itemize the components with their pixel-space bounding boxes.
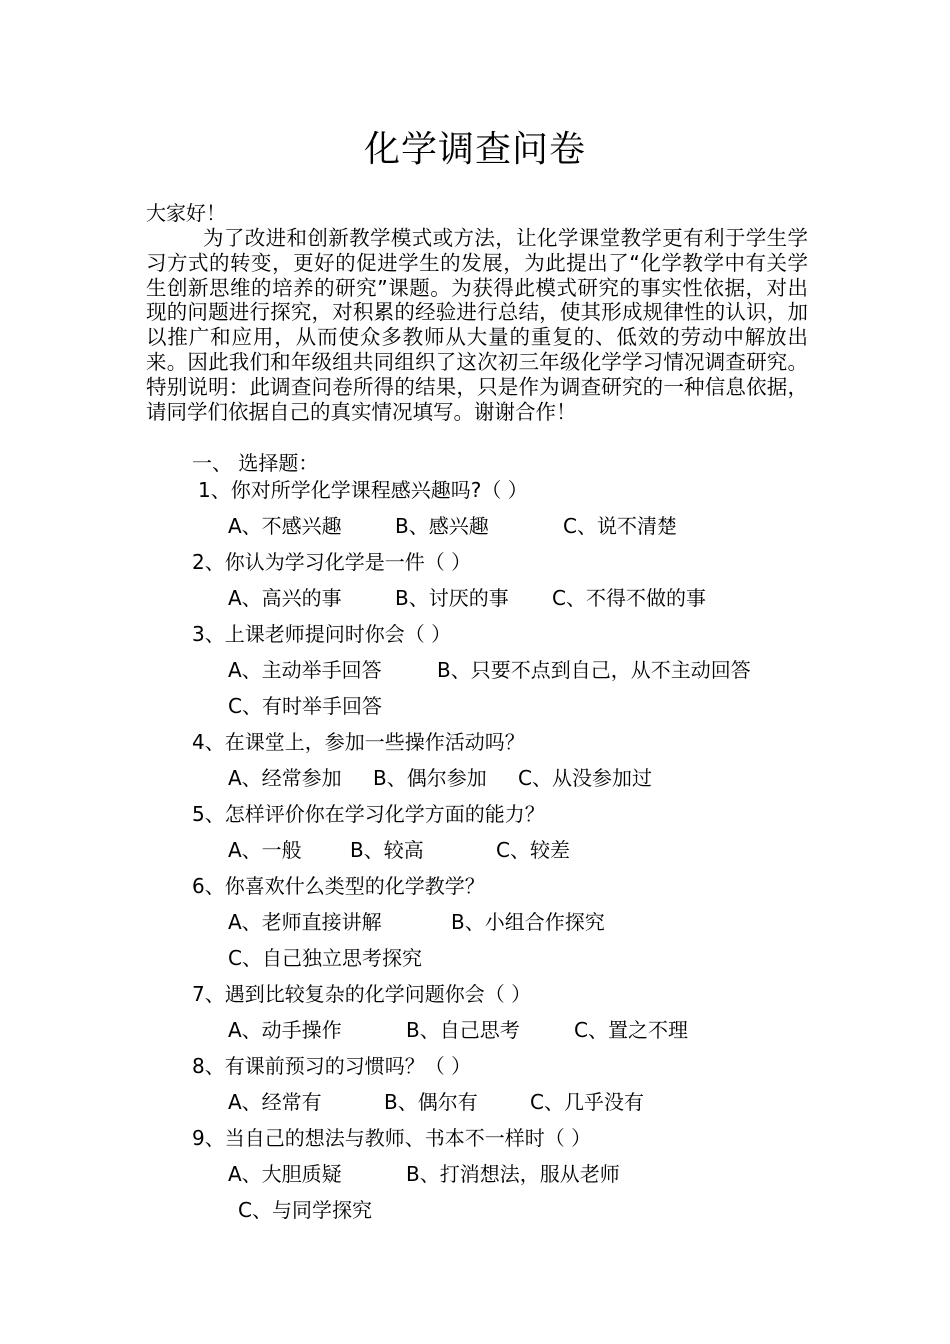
question-6: 6、你喜欢什么类型的化学教学？ — [192, 874, 485, 898]
option-3a[interactable]: A、主动举手回答 — [228, 658, 382, 682]
question-8: 8、有课前预习的习惯吗？（ ） — [192, 1054, 472, 1078]
question-2-options — [0, 580, 950, 616]
option-5b[interactable]: B、较高 — [350, 838, 424, 862]
question-6-options-cont — [0, 940, 950, 976]
option-1b[interactable]: B、感兴趣 — [395, 514, 489, 538]
option-2c[interactable]: C、不得不做的事 — [552, 586, 706, 610]
question-7: 7、遇到比较复杂的化学问题你会（ ） — [192, 982, 532, 1006]
question-list — [0, 472, 950, 1228]
question-9-options-cont — [0, 1192, 950, 1228]
question-4: 4、在课堂上，参加一些操作活动吗？ — [192, 730, 525, 754]
option-9a[interactable]: A、大胆质疑 — [228, 1162, 342, 1186]
question-5-options — [0, 832, 950, 868]
option-8c[interactable]: C、几乎没有 — [530, 1090, 644, 1114]
question-8-options — [0, 1084, 950, 1120]
option-6b[interactable]: B、小组合作探究 — [451, 910, 605, 934]
option-5c[interactable]: C、较差 — [496, 838, 570, 862]
question-4-options — [0, 760, 950, 796]
question-3-options-cont — [0, 688, 950, 724]
question-5: 5、怎样评价你在学习化学方面的能力？ — [192, 802, 545, 826]
question-1: 1、你对所学化学课程感兴趣吗?（ ） — [198, 478, 528, 502]
option-7a[interactable]: A、动手操作 — [228, 1018, 342, 1042]
option-3b[interactable]: B、只要不点到自己，从不主动回答 — [437, 658, 751, 682]
option-2b[interactable]: B、讨厌的事 — [395, 586, 509, 610]
option-8a[interactable]: A、经常有 — [228, 1090, 322, 1114]
option-7b[interactable]: B、自己思考 — [406, 1018, 520, 1042]
option-1c[interactable]: C、说不清楚 — [563, 514, 677, 538]
option-4c[interactable]: C、从没参加过 — [518, 766, 652, 790]
question-9-options — [0, 1156, 950, 1192]
question-2: 2、你认为学习化学是一件（ ） — [192, 550, 472, 574]
greeting: 大家好！ — [146, 201, 226, 225]
question-3-options — [0, 652, 950, 688]
option-6c[interactable]: C、自己独立思考探究 — [228, 946, 422, 970]
option-9c[interactable]: C、与同学探究 — [238, 1198, 372, 1222]
question-6-options — [0, 904, 950, 940]
question-9: 9、当自己的想法与教师、书本不一样时（ ） — [192, 1126, 592, 1150]
option-8b[interactable]: B、偶尔有 — [384, 1090, 478, 1114]
option-4b[interactable]: B、偶尔参加 — [373, 766, 487, 790]
option-7c[interactable]: C、置之不理 — [574, 1018, 688, 1042]
option-4a[interactable]: A、经常参加 — [228, 766, 342, 790]
section-heading: 一、 选择题： — [192, 451, 319, 475]
option-3c[interactable]: C、有时举手回答 — [228, 694, 382, 718]
option-1a[interactable]: A、不感兴趣 — [228, 514, 342, 538]
option-9b[interactable]: B、打消想法，服从老师 — [406, 1162, 620, 1186]
intro-paragraph: 为了改进和创新教学模式或方法，让化学课堂教学更有利于学生学习方式的转变，更好的促进学生的发展，为此提出了“化学教学中有关学生创新思维的培养的研究”课题。为获得此模式研究的事实性依据，对出现的问题进行探究，对积累的经验进行总结，使其形成规律性的认识，加以推广和应用，从而使众多教师从大量的重复的、低效的劳动中解放出来。因此我们和年级组共同组织了这次初三年级化学学习情况调查研究。特别说明：此调查问卷所得的结果，只是作为调查研究的一种信息依据，请同学们依据自己的真实情况填写。谢谢合作！ — [146, 226, 808, 424]
option-6a[interactable]: A、老师直接讲解 — [228, 910, 382, 934]
option-2a[interactable]: A、高兴的事 — [228, 586, 342, 610]
question-3: 3、上课老师提问时你会（ ） — [192, 622, 452, 646]
question-7-options — [0, 1012, 950, 1048]
question-1-options — [0, 508, 950, 544]
option-5a[interactable]: A、一般 — [228, 838, 302, 862]
document-title: 化学调查问卷 — [363, 129, 586, 170]
